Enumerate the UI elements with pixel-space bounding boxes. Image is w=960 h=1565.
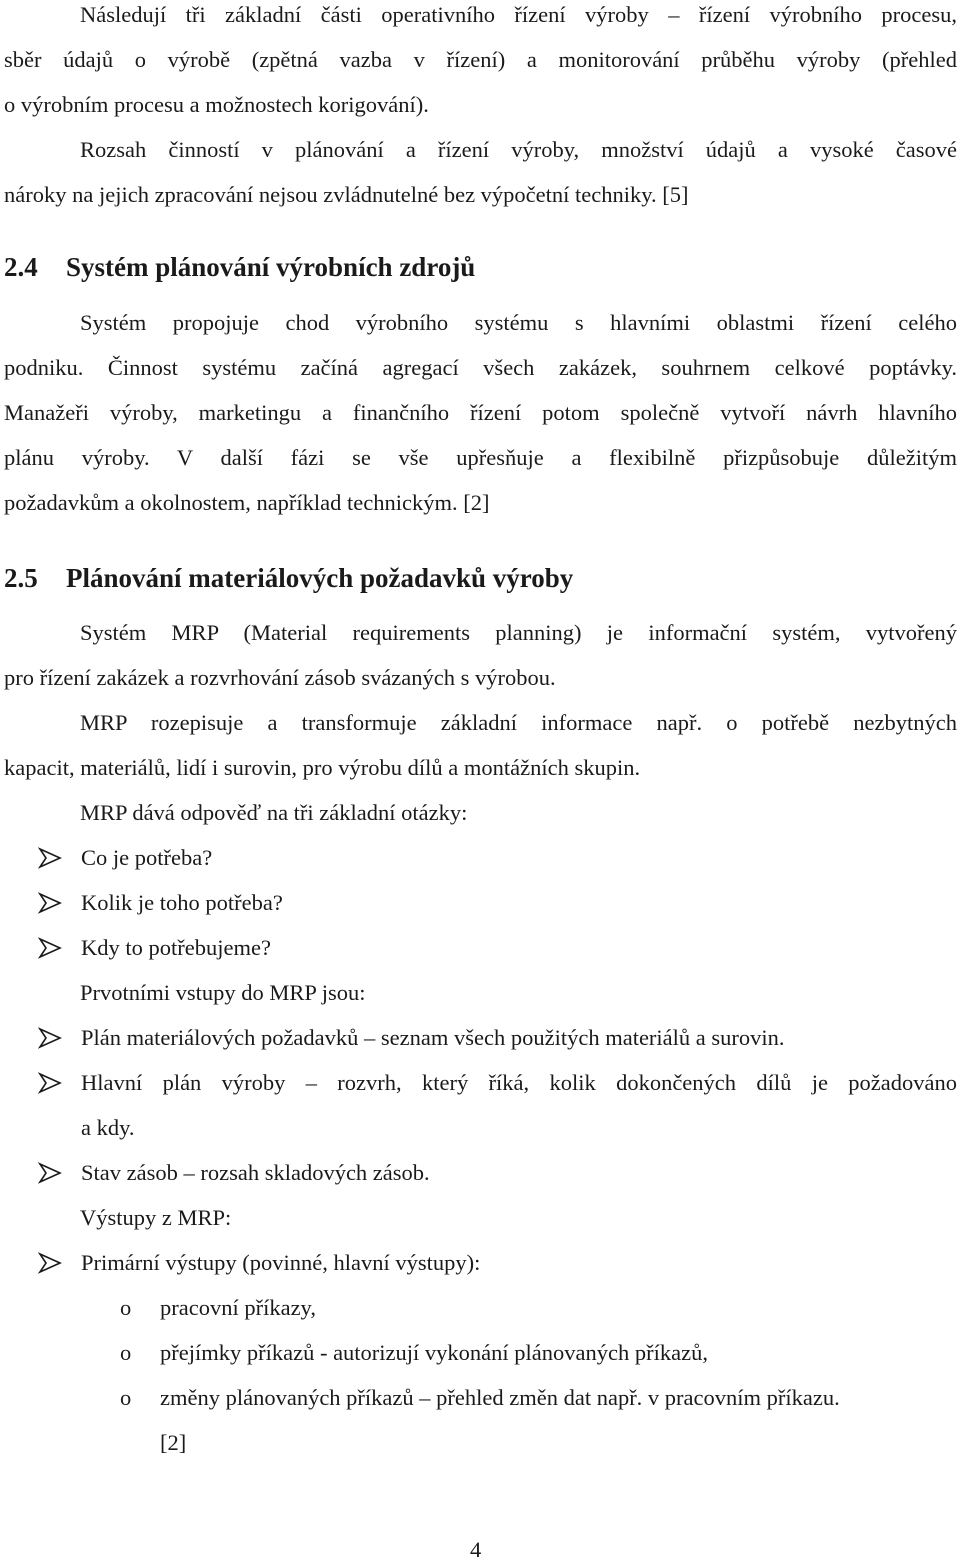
outputs-intro: Výstupy z MRP: xyxy=(80,1205,232,1230)
questions-intro: MRP dává odpověď na tři základní otázky: xyxy=(80,800,468,825)
section-number: 2.4 xyxy=(4,252,38,282)
section-number: 2.5 xyxy=(4,563,38,593)
list-item: Hlavní plán výroby – rozvrh, který říká, kolik dokončených dílů je požadováno xyxy=(81,1070,957,1095)
arrow-bullet-icon xyxy=(38,847,64,869)
intro-line: o výrobním procesu a možnostech korigování). xyxy=(4,92,429,117)
section-title: Plánování materiálových požadavků výroby xyxy=(66,563,574,593)
arrow-bullet-icon xyxy=(38,892,64,914)
paragraph-line: kapacit, materiálů, lidí i surovin, pro výrobu dílů a montážních skupin. xyxy=(4,755,641,780)
sub-list-item: pracovní příkazy, xyxy=(160,1295,316,1320)
paragraph-line: Systém propojuje chod výrobního systému s hlavními oblastmi řízení celého xyxy=(80,310,957,335)
section-heading-2-4 xyxy=(4,250,475,284)
page-number: 4 xyxy=(470,1537,482,1562)
list-item: Plán materiálových požadavků – seznam všech použitých materiálů a surovin. xyxy=(81,1025,785,1050)
inputs-intro: Prvotními vstupy do MRP jsou: xyxy=(80,980,366,1005)
sub-list-item: změny plánovaných příkazů – přehled změn dat např. v pracovním příkazu. xyxy=(160,1385,840,1410)
paragraph-line: MRP rozepisuje a transformuje základní informace např. o potřebě nezbytných xyxy=(80,710,957,735)
intro-line: Následují tři základní části operativního řízení výroby – řízení výrobního procesu, xyxy=(80,2,957,27)
intro-line: nároky na jejich zpracování nejsou zvládnutelné bez výpočetní techniky. [5] xyxy=(4,182,689,207)
arrow-bullet-icon xyxy=(38,1027,64,1049)
list-item: Kdy to potřebujeme? xyxy=(81,935,271,960)
list-item: Primární výstupy (povinné, hlavní výstupy): xyxy=(81,1250,481,1275)
arrow-bullet-icon xyxy=(38,1072,64,1094)
paragraph-line: Systém MRP (Material requirements planning) je informační systém, vytvořený xyxy=(80,620,957,645)
arrow-bullet-icon xyxy=(38,1162,64,1184)
sub-list-item: přejímky příkazů - autorizují vykonání plánovaných příkazů, xyxy=(160,1340,708,1365)
intro-line: Rozsah činností v plánování a řízení výroby, množství údajů a vysoké časové xyxy=(80,137,957,162)
section-title: Systém plánování výrobních zdrojů xyxy=(66,252,476,282)
arrow-bullet-icon xyxy=(38,1252,64,1274)
sub-bullet-marker: o xyxy=(120,1385,132,1410)
paragraph-line: plánu výroby. V další fázi se vše upřesňuje a flexibilně přizpůsobuje důležitým xyxy=(4,445,957,470)
arrow-bullet-icon xyxy=(38,937,64,959)
list-item: Co je potřeba? xyxy=(81,845,213,870)
paragraph-line: pro řízení zakázek a rozvrhování zásob svázaných s výrobou. xyxy=(4,665,556,690)
list-item: Stav zásob – rozsah skladových zásob. xyxy=(81,1160,430,1185)
paragraph-line: podniku. Činnost systému začíná agregací všech zakázek, souhrnem celkové poptávky. xyxy=(4,355,957,380)
list-item-continuation: a kdy. xyxy=(81,1115,135,1140)
sub-bullet-marker: o xyxy=(120,1340,132,1365)
paragraph-line: požadavkům a okolnostem, například technickým. [2] xyxy=(4,490,490,515)
sub-bullet-marker: o xyxy=(120,1295,132,1320)
list-item: Kolik je toho potřeba? xyxy=(81,890,283,915)
citation: [2] xyxy=(160,1430,187,1455)
paragraph-line: Manažeři výroby, marketingu a finančního řízení potom společně vytvoří návrh hlavního xyxy=(4,400,957,425)
intro-line: sběr údajů o výrobě (zpětná vazba v řízení) a monitorování průběhu výroby (přehled xyxy=(4,47,957,72)
section-heading-2-5 xyxy=(4,561,573,595)
